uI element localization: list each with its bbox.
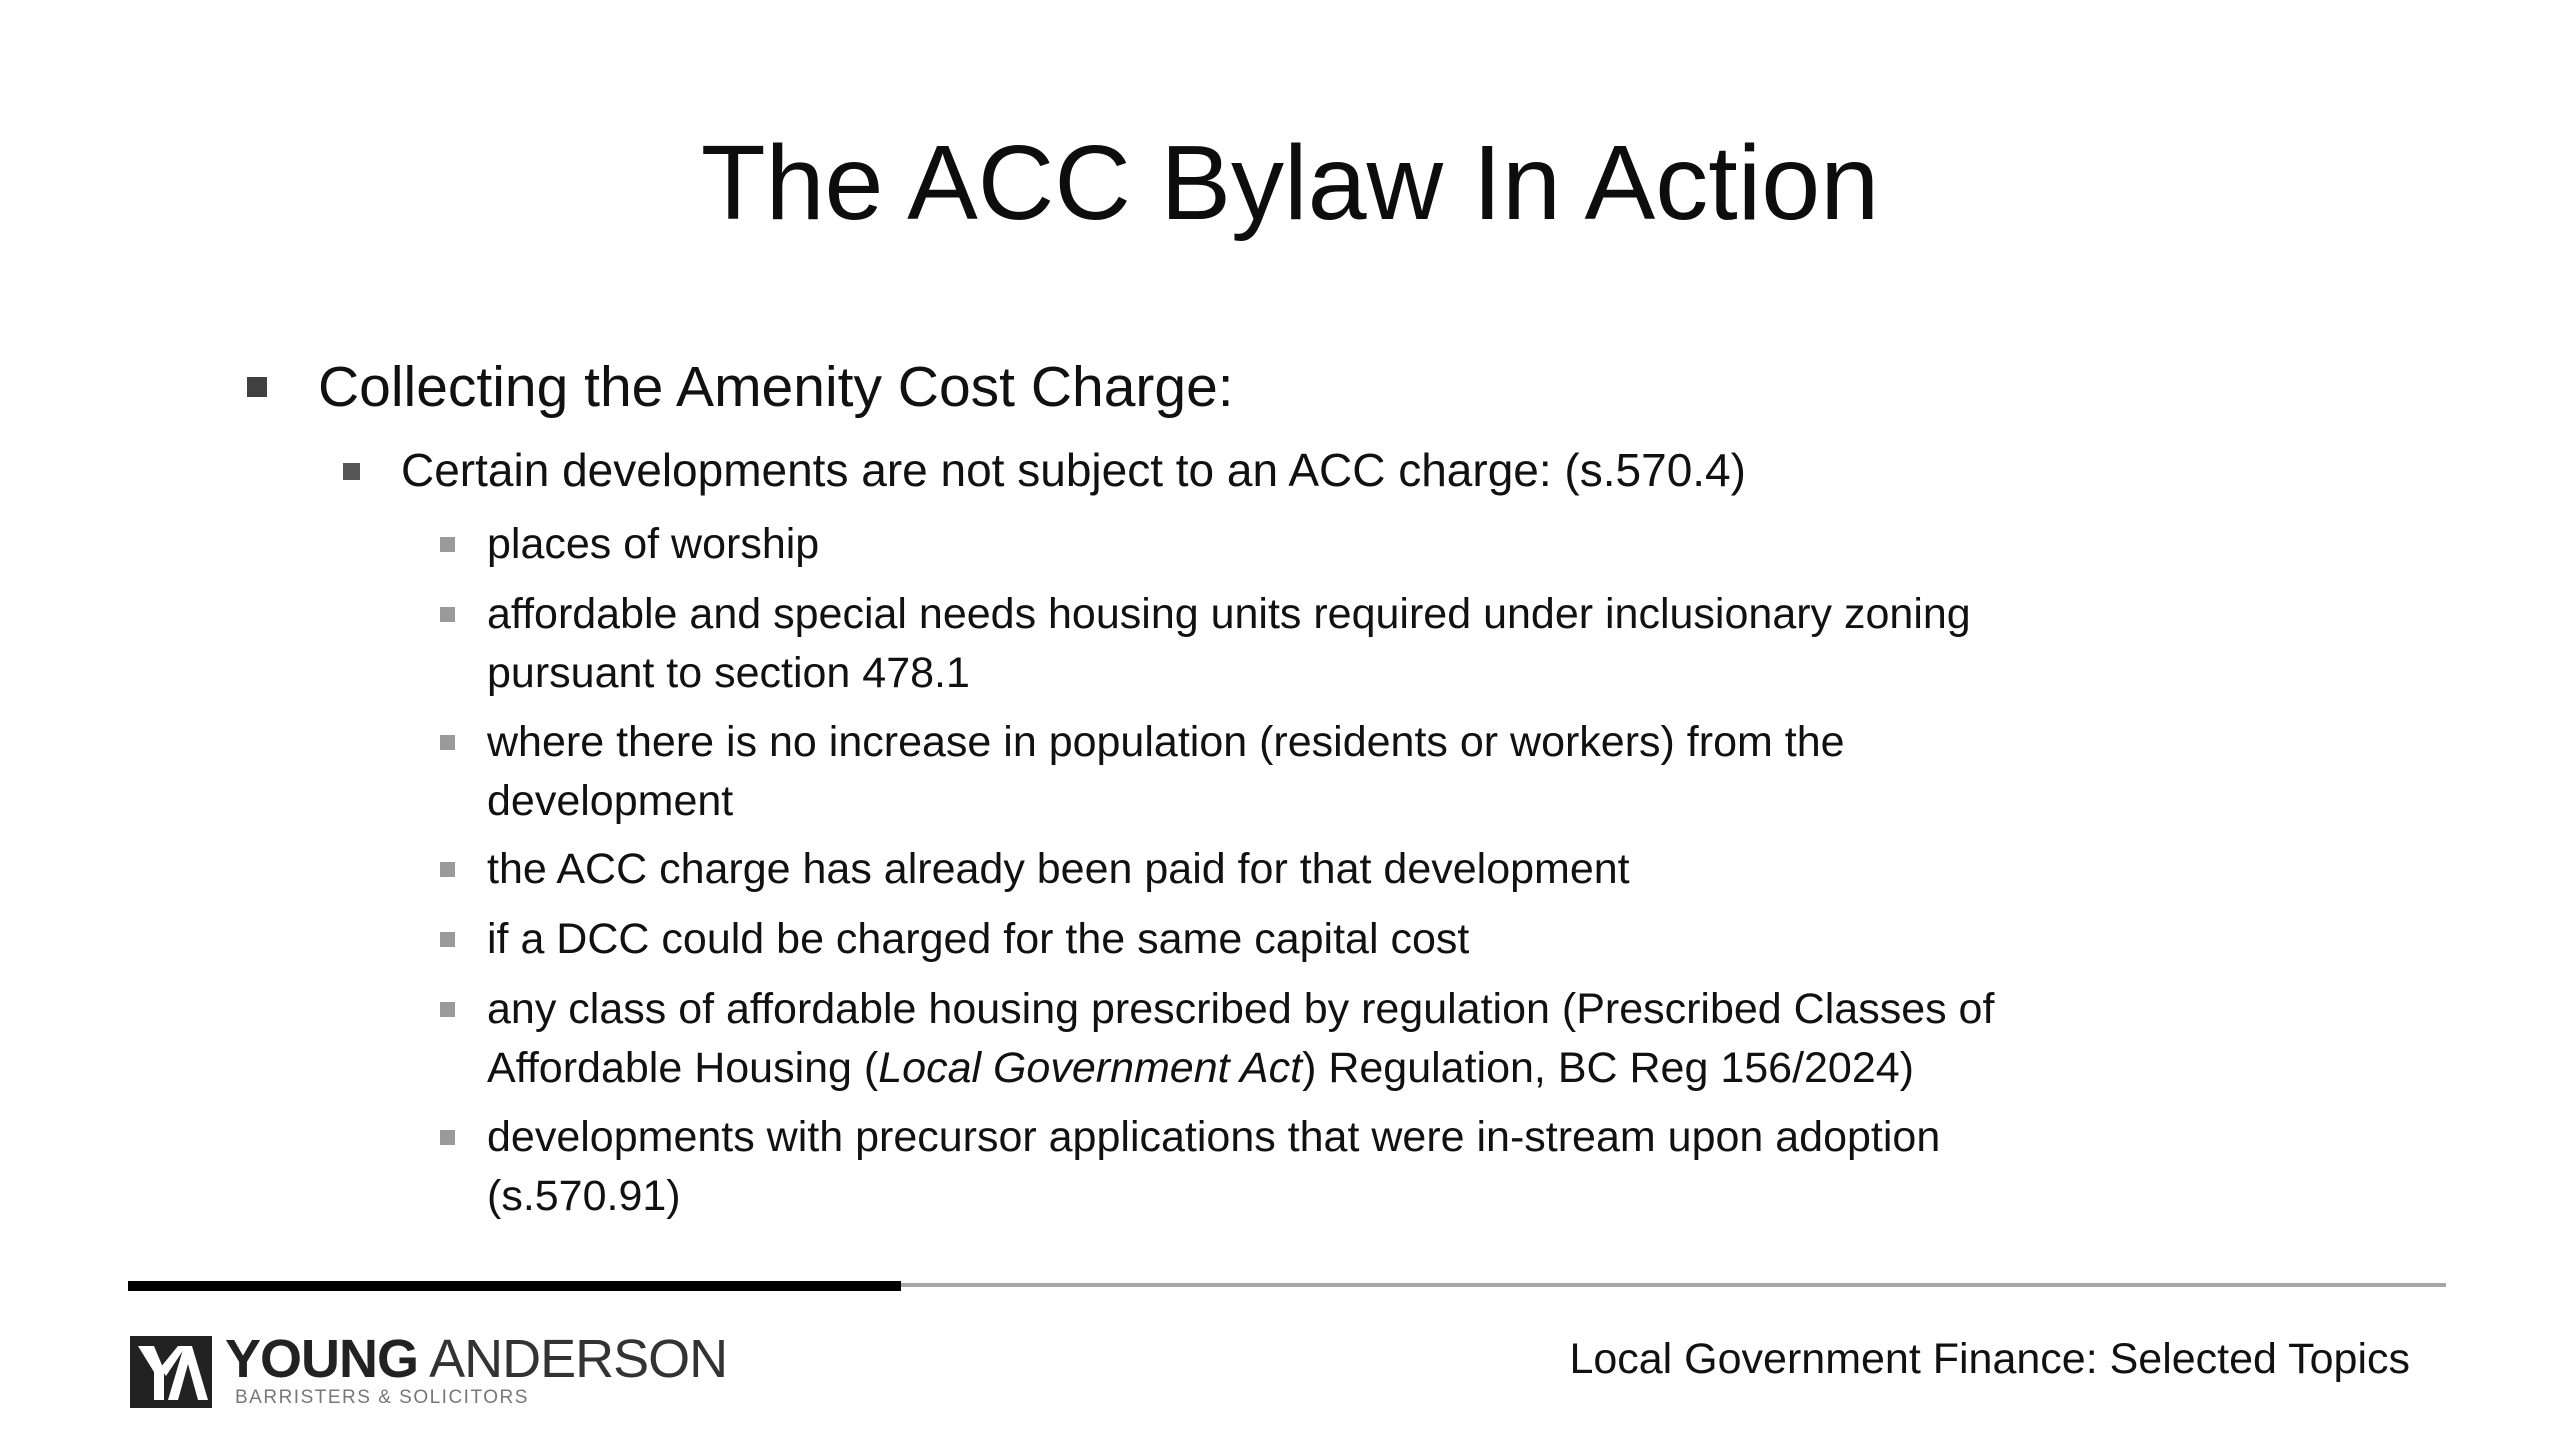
bullet-text: places of worship (487, 520, 820, 568)
bullet-text: developments with precursor applications that were in-stream upon adoption (s.570.91) (487, 1113, 1941, 1220)
bullet-level3-item (487, 910, 2087, 969)
ya-monogram-icon (130, 1336, 212, 1408)
bullet-level3-item (487, 1108, 2087, 1226)
square-bullet-icon (440, 1002, 455, 1017)
square-bullet-icon (440, 537, 455, 552)
bullet-text: Collecting the Amenity Cost Charge: (318, 355, 1234, 419)
square-bullet-icon (440, 862, 455, 877)
bullet-level3-item (487, 713, 2087, 831)
firm-name-light: ANDERSON (429, 1329, 728, 1389)
slide-title: The ACC Bylaw In Action (700, 124, 1880, 242)
firm-name-bold: YOUNG (225, 1329, 419, 1389)
footer-divider-accent (128, 1281, 901, 1291)
bullet-text-part: ) Regulation, BC Reg 156/2024) (1302, 1044, 1914, 1092)
bullet-level3-item (487, 980, 2087, 1098)
firm-tagline: BARRISTERS & SOLICITORS (235, 1387, 529, 1408)
bullet-text: the ACC charge has already been paid for that development (487, 845, 1630, 893)
bullet-text (487, 980, 2087, 1098)
square-bullet-icon (440, 735, 455, 750)
bullet-text: Certain developments are not subject to an ACC charge: (s.570.4) (401, 444, 1746, 496)
square-bullet-icon (440, 1130, 455, 1145)
bullet-text-part: any class of affordable housing prescribed by regulation (Prescribed Classes of Affordable Housing ( (487, 985, 1995, 1092)
bullet-level1 (318, 350, 1234, 424)
square-bullet-icon (343, 463, 360, 480)
bullet-text: where there is no increase in population (residents or workers) from the development (487, 718, 1845, 825)
square-bullet-icon (440, 607, 455, 622)
bullet-level3-item (487, 840, 2087, 899)
act-name-italic: Local Government Act (878, 1044, 1303, 1092)
firm-logo (130, 1329, 830, 1410)
bullet-text: affordable and special needs housing units required under inclusionary zoning pursuant to section 478.1 (487, 590, 1971, 697)
bullet-level3-item (487, 585, 2087, 703)
firm-name (225, 1329, 727, 1389)
presentation-title: Local Government Finance: Selected Topics (1569, 1335, 2410, 1383)
bullet-level3-item (487, 515, 2087, 574)
square-bullet-icon (247, 377, 267, 397)
bullet-text: if a DCC could be charged for the same capital cost (487, 915, 1470, 963)
square-bullet-icon (440, 932, 455, 947)
bullet-level2 (401, 440, 1746, 500)
